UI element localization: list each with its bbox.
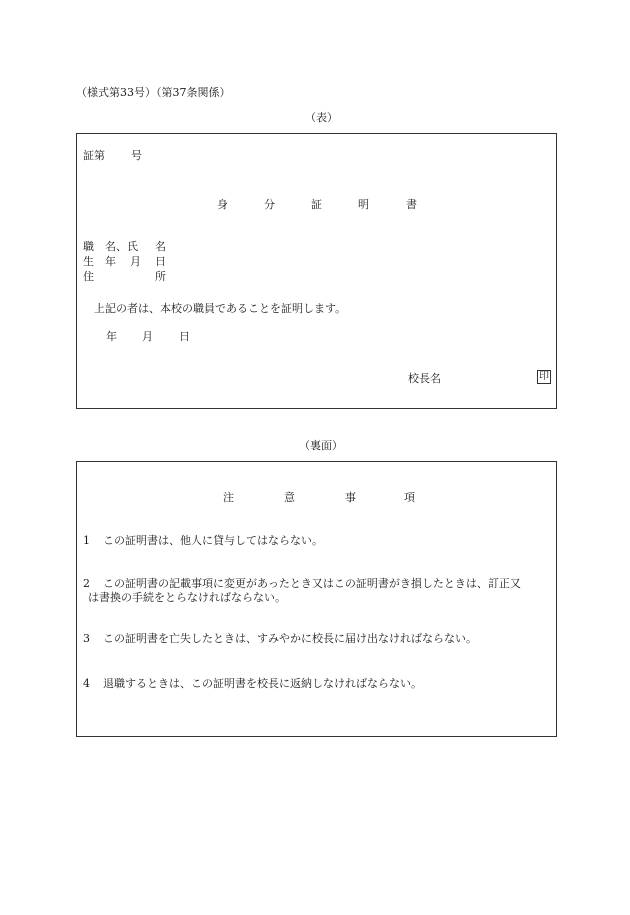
field-label-name-part: 名、氏 bbox=[105, 240, 138, 253]
front-title-char: 明 bbox=[358, 198, 369, 211]
note-number: 4 bbox=[83, 677, 90, 690]
back-title-char: 注 bbox=[223, 491, 234, 504]
note-text: この証明書を亡失したときは、すみやかに校長に届け出なければならない。 bbox=[103, 632, 477, 645]
back-card bbox=[76, 461, 557, 737]
field-label-year: 年 bbox=[105, 255, 116, 268]
field-label-address: 住 bbox=[83, 270, 94, 283]
note-text: 退職するときは、この証明書を校長に返納しなければならない。 bbox=[103, 677, 422, 690]
front-side-label: （表） bbox=[305, 111, 338, 124]
certificate-number-prefix: 証第 bbox=[83, 149, 105, 162]
back-side-label: （裏面） bbox=[299, 439, 343, 452]
front-title-char: 分 bbox=[264, 198, 275, 211]
note-number: 1 bbox=[83, 534, 90, 547]
principal-name-label: 校長名 bbox=[408, 372, 441, 385]
note-text-continued: は書換の手続をとらなければならない。 bbox=[88, 591, 286, 604]
note-number: 2 bbox=[83, 577, 90, 590]
date-year: 年 bbox=[106, 330, 117, 343]
field-label-birth: 生 bbox=[83, 255, 94, 268]
note-text: この証明書は、他人に貸与してはならない。 bbox=[103, 534, 323, 547]
seal-stamp: 印 bbox=[539, 371, 549, 382]
front-title-char: 書 bbox=[406, 198, 417, 211]
form-reference: （様式第33号）（第37条関係） bbox=[76, 86, 231, 99]
field-label-name-end: 名 bbox=[155, 240, 166, 253]
back-title-char: 項 bbox=[404, 491, 415, 504]
note-text: この証明書の記載事項に変更があったとき又はこの証明書がき損したときは、訂正又 bbox=[103, 577, 521, 590]
field-label-address-end: 所 bbox=[155, 270, 166, 283]
certificate-number-suffix: 号 bbox=[131, 149, 142, 162]
date-month: 月 bbox=[142, 330, 153, 343]
front-title-char: 身 bbox=[217, 198, 228, 211]
field-label-day: 日 bbox=[155, 255, 166, 268]
field-label-position: 職 bbox=[83, 240, 94, 253]
front-card bbox=[76, 133, 557, 409]
back-title-char: 意 bbox=[284, 491, 295, 504]
note-number: 3 bbox=[83, 632, 90, 645]
back-title-char: 事 bbox=[345, 491, 356, 504]
front-title-char: 証 bbox=[311, 198, 322, 211]
certification-statement: 上記の者は、本校の職員であることを証明します。 bbox=[94, 302, 347, 315]
field-label-month: 月 bbox=[130, 255, 141, 268]
date-day: 日 bbox=[179, 330, 190, 343]
